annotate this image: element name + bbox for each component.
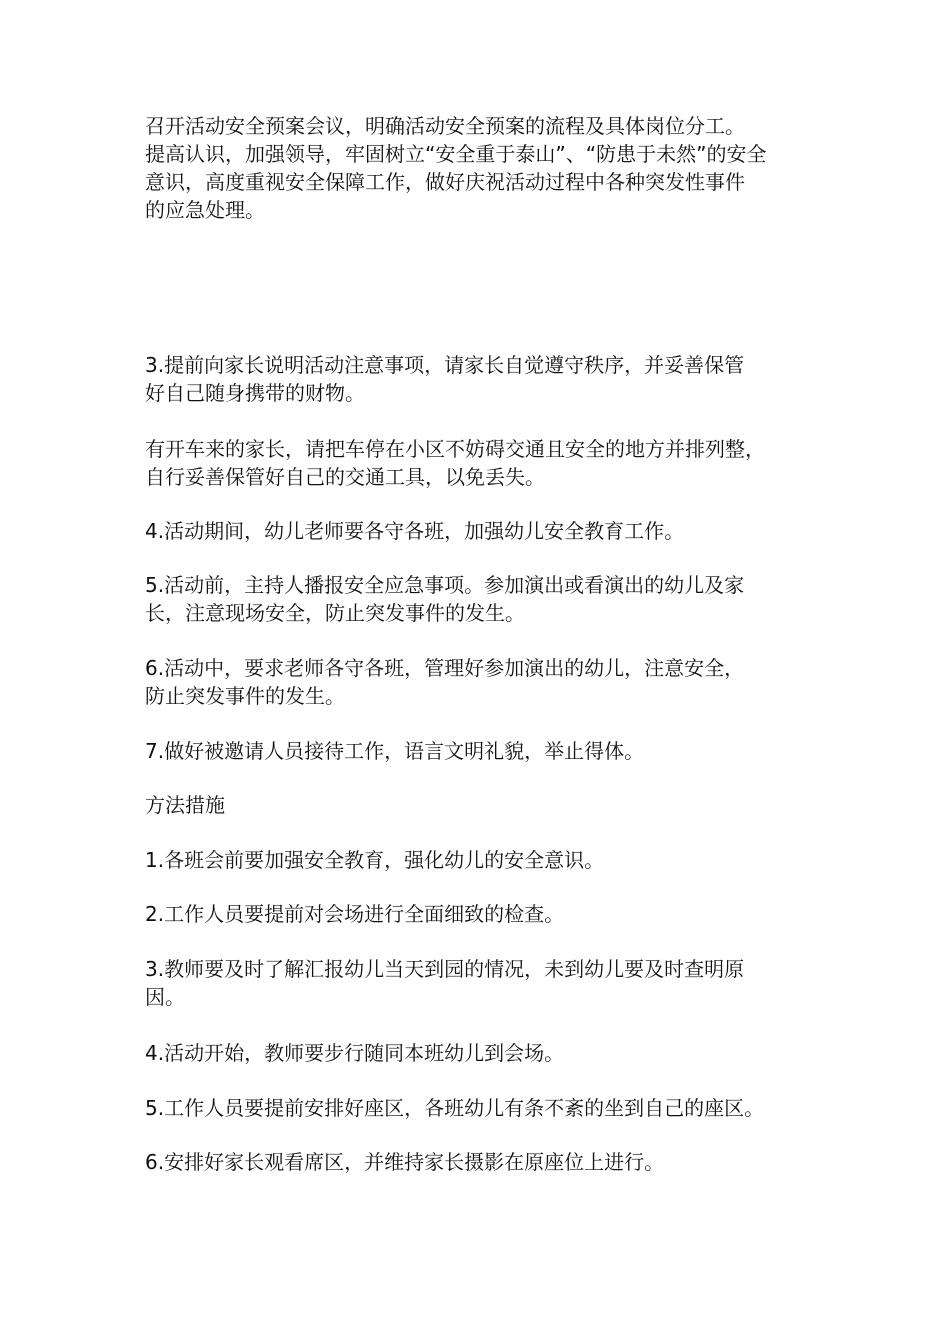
text-line: 4.活动开始，教师要步行随同本班幼儿到会场。 xyxy=(145,1041,565,1065)
text-line: 自行妥善保管好自己的交通工具，以免丢失。 xyxy=(145,465,545,489)
text-line: 的应急处理。 xyxy=(145,198,265,222)
text-line: 方法措施 xyxy=(145,793,225,817)
text-line: 1.各班会前要加强安全教育，强化幼儿的安全意识。 xyxy=(145,848,605,872)
text-line: 3.提前向家长说明活动注意事项，请家长自觉遵守秩序，并妥善保管 xyxy=(145,353,745,377)
text-line: 3.教师要及时了解汇报幼儿当天到园的情况，未到幼儿要及时查明原 xyxy=(145,957,745,981)
text-line: 4.活动期间，幼儿老师要各守各班，加强幼儿安全教育工作。 xyxy=(145,519,685,543)
item-5-paragraph xyxy=(145,571,744,627)
measure-1-paragraph xyxy=(145,846,604,874)
text-line: 7.做好被邀请人员接待工作，语言文明礼貌，举止得体。 xyxy=(145,739,645,763)
item-4-paragraph xyxy=(145,517,684,545)
measure-4-paragraph xyxy=(145,1039,564,1067)
measure-6-paragraph xyxy=(145,1148,664,1176)
text-line: 好自己随身携带的财物。 xyxy=(145,381,365,405)
text-line: 召开活动安全预案会议，明确活动安全预案的流程及具体岗位分工。 xyxy=(145,114,745,138)
section-heading xyxy=(145,791,225,819)
text-line: 防止突发事件的发生。 xyxy=(145,684,345,708)
parking-paragraph xyxy=(145,435,765,491)
measure-2-paragraph xyxy=(145,900,564,928)
text-line: 5.活动前，主持人播报安全应急事项。参加演出或看演出的幼儿及家 xyxy=(145,573,745,597)
text-line: 长，注意现场安全，防止突发事件的发生。 xyxy=(145,601,525,625)
text-line: 5.工作人员要提前安排好座区，各班幼儿有条不紊的坐到自己的座区。 xyxy=(145,1096,765,1120)
text-line: 6.安排好家长观看席区，并维持家长摄影在原座位上进行。 xyxy=(145,1150,665,1174)
text-line: 提高认识，加强领导，牢固树立“安全重于泰山”、“防患于未然”的安全 xyxy=(145,142,767,166)
text-line: 意识，高度重视安全保障工作，做好庆祝活动过程中各种突发性事件 xyxy=(145,170,745,194)
item-6-paragraph xyxy=(145,654,744,710)
intro-paragraph xyxy=(145,112,766,224)
measure-5-paragraph xyxy=(145,1094,764,1122)
item-7-paragraph xyxy=(145,737,644,765)
text-line: 6.活动中，要求老师各守各班，管理好参加演出的幼儿，注意安全， xyxy=(145,656,745,680)
item-3-paragraph xyxy=(145,351,744,407)
measure-3-paragraph xyxy=(145,955,744,1011)
text-line: 因。 xyxy=(145,985,185,1009)
text-line: 有开车来的家长，请把车停在小区不妨碍交通且安全的地方并排列整， xyxy=(145,437,765,461)
text-line: 2.工作人员要提前对会场进行全面细致的检查。 xyxy=(145,902,565,926)
